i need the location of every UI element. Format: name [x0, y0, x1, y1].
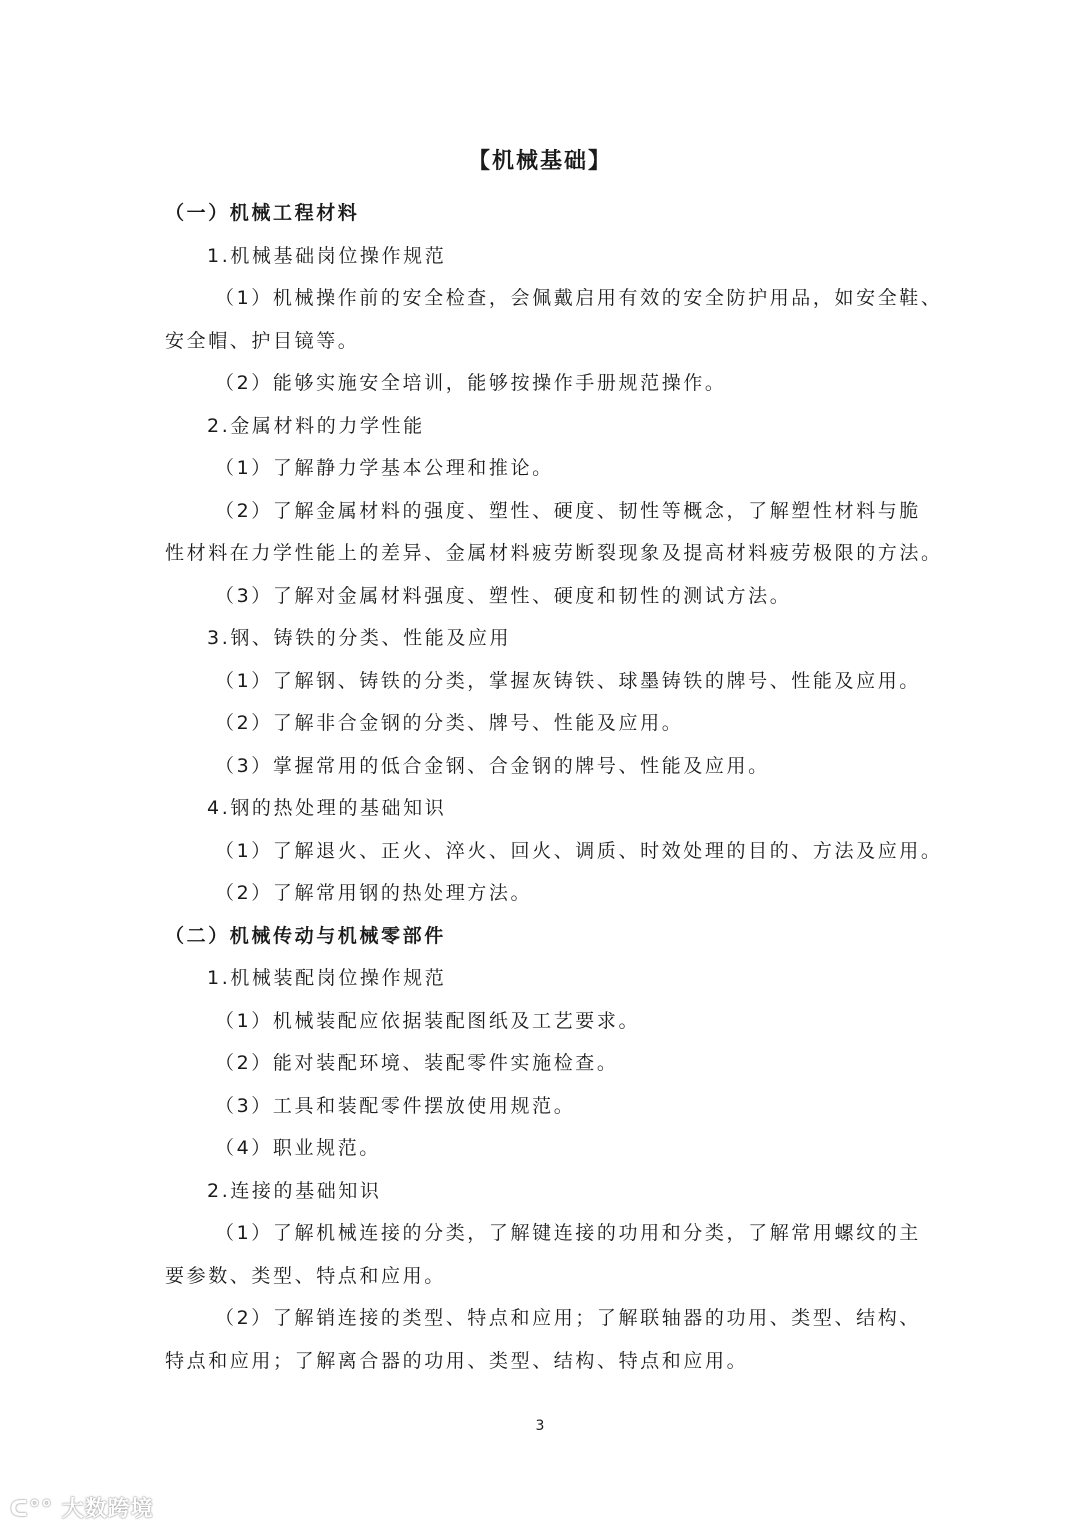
- paragraph-line: 特点和应用；了解离合器的功用、类型、结构、特点和应用。: [165, 1349, 749, 1372]
- paragraph-line: （4）职业规范。: [215, 1137, 381, 1159]
- paragraph-line: （1）了解机械连接的分类，了解键连接的功用和分类，了解常用螺纹的主: [215, 1222, 921, 1244]
- subsection-heading: 1.机械基础岗位操作规范: [207, 244, 447, 267]
- document-body: [0, 192, 1080, 1382]
- subsection-heading: 2.金属材料的力学性能: [207, 414, 425, 437]
- paragraph-line: （1）机械操作前的安全检查，会佩戴启用有效的安全防护用品，如安全鞋、: [215, 287, 943, 309]
- paragraph-line: （2）了解金属材料的强度、塑性、硬度、韧性等概念，了解塑性材料与脆: [215, 499, 921, 522]
- paragraph-line: （3）了解对金属材料强度、塑性、硬度和韧性的测试方法。: [215, 584, 792, 607]
- watermark-text: 大数跨境: [61, 1497, 154, 1522]
- watermark-logo: ᑕ°° 大数跨境: [10, 1497, 154, 1522]
- paragraph-line: （2）了解销连接的类型、特点和应用；了解联轴器的功用、类型、结构、: [215, 1307, 921, 1329]
- paragraph-line: （2）了解非合金钢的分类、牌号、性能及应用。: [215, 712, 684, 734]
- page-number: 3: [535, 1418, 545, 1434]
- paragraph-line: 安全帽、护目镜等。: [165, 329, 360, 352]
- subsection-heading: 2.连接的基础知识: [207, 1179, 382, 1202]
- paragraph-line: （2）能对装配环境、装配零件实施检查。: [215, 1052, 619, 1074]
- paragraph-line: （1）了解钢、铸铁的分类，掌握灰铸铁、球墨铸铁的牌号、性能及应用。: [215, 669, 921, 692]
- subsection-heading: 4.钢的热处理的基础知识: [207, 797, 447, 819]
- section-title: 【机械基础】: [467, 149, 612, 174]
- section-heading: （二）机械传动与机械零部件: [165, 924, 446, 947]
- paragraph-line: （1）了解静力学基本公理和推论。: [215, 457, 554, 479]
- subsection-heading: 1.机械装配岗位操作规范: [207, 967, 447, 989]
- paragraph-line: （2）了解常用钢的热处理方法。: [215, 882, 533, 904]
- paragraph-line: 性材料在力学性能上的差异、金属材料疲劳断裂现象及提高材料疲劳极限的方法。: [165, 542, 943, 564]
- paragraph-line: （3）工具和装配零件摆放使用规范。: [215, 1094, 576, 1117]
- paragraph-line: （3）掌握常用的低合金钢、合金钢的牌号、性能及应用。: [215, 754, 770, 777]
- paragraph-line: （1）机械装配应依据装配图纸及工艺要求。: [215, 1009, 641, 1032]
- paragraph-line: （2）能够实施安全培训，能够按操作手册规范操作。: [215, 372, 727, 394]
- subsection-heading: 3.钢、铸铁的分类、性能及应用: [207, 627, 512, 649]
- paragraph-line: （1）了解退火、正火、淬火、回火、调质、时效处理的目的、方法及应用。: [215, 839, 943, 862]
- paragraph-line: 要参数、类型、特点和应用。: [165, 1264, 446, 1287]
- section-heading: （一）机械工程材料: [165, 202, 360, 224]
